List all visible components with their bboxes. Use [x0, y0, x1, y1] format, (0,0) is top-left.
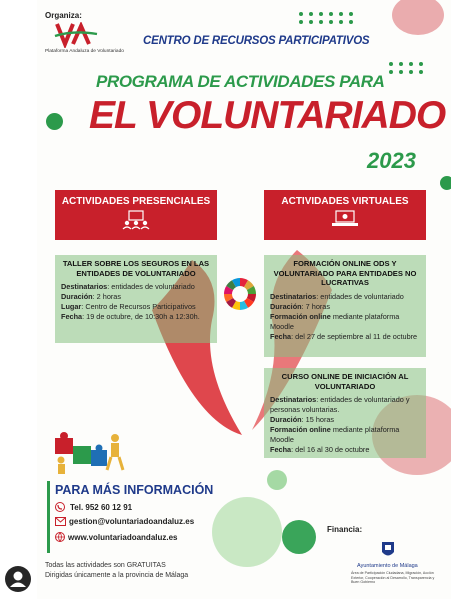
deco-dot-grid-top: [299, 12, 355, 24]
mail-icon: [55, 517, 66, 526]
deco-green-circle-bottom2: [267, 470, 287, 490]
activity-3-row: [270, 445, 420, 455]
va-logo-icon: [53, 22, 117, 48]
deco-green-circle-bottom3: [212, 497, 282, 567]
city-name: Ayuntamiento de Málaga: [357, 563, 418, 569]
activity-2-row: [270, 312, 420, 332]
activity-1-title: TALLER SOBRE LOS SEGUROS EN LAS ENTIDADES DE VOLUNTARIADO: [62, 259, 210, 278]
puzzle-people-illustration: [49, 428, 129, 476]
deco-green-dot-right: [440, 176, 451, 190]
field-value: : 15 horas: [301, 415, 335, 424]
web-link[interactable]: www.voluntariadoandaluz.es: [68, 532, 178, 542]
activity-card-2: [264, 255, 426, 357]
field-value: : 19 de octubre, de 10:30h a 12:30h.: [82, 312, 200, 321]
phone-row[interactable]: [55, 502, 132, 512]
field-key: Duración: [270, 301, 302, 311]
avatar[interactable]: [5, 566, 31, 592]
presential-header-label: ACTIVIDADES PRESENCIALES: [61, 196, 211, 207]
program-line: PROGRAMA DE ACTIVIDADES PARA: [96, 72, 385, 91]
field-key: Duración: [61, 292, 93, 301]
field-key: Fecha: [61, 312, 83, 321]
field-key: Fecha: [270, 331, 292, 341]
phone-icon: [55, 502, 65, 512]
field-value: : 7 horas: [301, 301, 331, 311]
classroom-icon: [121, 210, 151, 230]
field-key: Destinatarios: [270, 395, 317, 404]
field-key: Formación online: [270, 425, 331, 434]
field-value: : Centro de Recursos Participativos: [81, 302, 196, 311]
city-area: Área de Participación Ciudadana, Migración, Acción Exterior, Cooperación al Desarrollo, Transparencia y Buen Gobierno: [351, 571, 435, 585]
globe-icon: [55, 532, 65, 542]
field-value: : entidades de voluntariado y personas voluntarias.: [270, 395, 410, 414]
activity-3-row: [270, 395, 420, 415]
main-title: EL VOLUNTARIADO: [89, 94, 446, 137]
laptop-icon: [330, 210, 360, 230]
field-value: : del 27 de septiembre al 11 de octubre: [291, 331, 418, 341]
field-value: : 2 horas: [92, 292, 122, 301]
activity-2-row: [270, 302, 420, 312]
web-row[interactable]: [55, 532, 178, 542]
field-key: Duración: [270, 415, 302, 424]
virtual-header: [264, 190, 426, 240]
org-label: Organiza:: [45, 11, 82, 20]
activity-2-row: [270, 292, 420, 302]
org-logo: [53, 22, 117, 48]
org-name: Plataforma Andaluza de Voluntariado: [45, 49, 124, 54]
field-key: Formación online: [270, 311, 331, 321]
email-link[interactable]: gestion@voluntariadoandaluz.es: [69, 517, 195, 526]
year: 2023: [367, 148, 416, 173]
activity-1-row: [61, 282, 211, 292]
activity-2-row: [270, 332, 420, 342]
field-value: mediante plataforma Moodle: [270, 425, 400, 444]
sdg-wheel-icon: [223, 277, 257, 311]
activity-card-3: [264, 368, 426, 458]
poster: [37, 0, 451, 599]
activity-3-title: CURSO ONLINE DE INICIACIÓN AL VOLUNTARIADO: [281, 372, 409, 391]
field-value: : del 16 al 30 de octubre: [291, 445, 370, 454]
field-key: Fecha: [270, 445, 292, 454]
phone-text: Tel. 952 60 12 91: [70, 502, 133, 512]
presential-header: [55, 190, 217, 240]
field-value: : entidades de voluntariado: [316, 291, 404, 301]
field-key: Destinatarios: [61, 282, 108, 291]
malaga-crest-icon: [380, 540, 396, 560]
activity-2-title: FORMACIÓN ONLINE ODS Y VOLUNTARIADO PARA ENTIDADES NO LUCRATIVAS: [273, 259, 417, 287]
footer-line-1: Todas las actividades son GRATUITAS: [45, 562, 166, 569]
field-value: mediante plataforma Moodle: [270, 311, 400, 331]
activity-1-row: [61, 312, 211, 322]
center-title: CENTRO DE RECURSOS PARTICIPATIVOS: [143, 35, 370, 47]
user-icon: [5, 566, 31, 592]
virtual-header-label: ACTIVIDADES VIRTUALES: [281, 196, 409, 207]
activity-card-1: [55, 255, 217, 343]
deco-pink-circle-top: [392, 0, 444, 35]
field-key: Destinatarios: [270, 291, 317, 301]
activity-1-row: [61, 292, 211, 302]
activity-3-row: [270, 415, 420, 425]
activity-3-row: [270, 425, 420, 445]
financia-label: Financia:: [327, 525, 363, 534]
deco-dot-grid-right: [389, 62, 425, 74]
email-row[interactable]: [55, 517, 194, 526]
contact-bar: [47, 481, 50, 553]
field-value: : entidades de voluntariado: [107, 282, 195, 291]
field-key: Lugar: [61, 302, 82, 311]
activity-1-row: [61, 302, 211, 312]
deco-green-dot-left: [46, 113, 63, 130]
deco-green-circle-bottom: [282, 520, 316, 554]
footer-line-2: Dirigidas únicamente a la provincia de Málaga: [45, 572, 189, 579]
contact-heading: PARA MÁS INFORMACIÓN: [55, 483, 214, 497]
